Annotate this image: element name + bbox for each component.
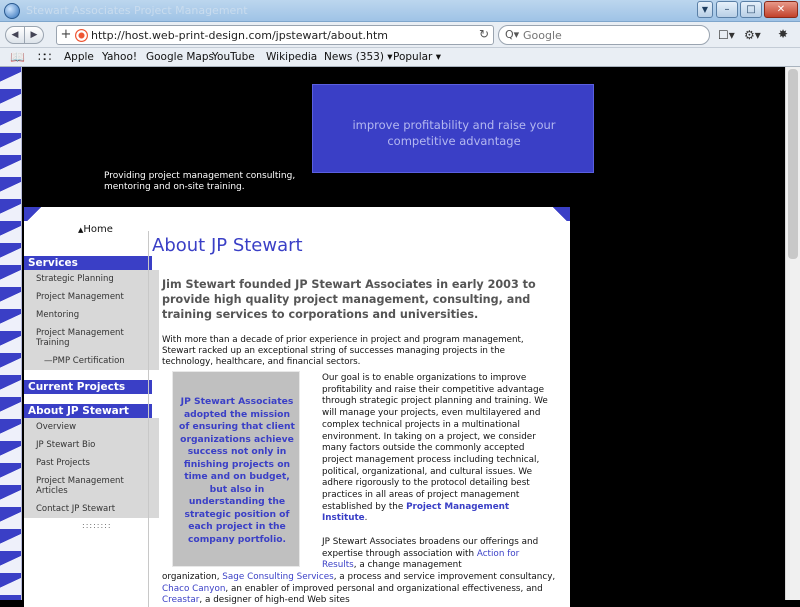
nav-project-management[interactable]: Project Management — [24, 288, 159, 308]
nav-mentoring[interactable]: Mentoring — [24, 306, 159, 326]
address-bar[interactable] — [56, 25, 494, 45]
nav-strategic-planning[interactable]: Strategic Planning — [24, 270, 159, 290]
scrollbar-thumb[interactable] — [788, 69, 798, 259]
forward-button[interactable]: ▶ — [24, 26, 44, 44]
bookmark-popular[interactable]: Popular ▾ — [393, 51, 441, 63]
add-bookmark-icon[interactable]: + — [60, 27, 72, 42]
top-sites-grid-icon[interactable]: ∷∷ — [38, 50, 50, 64]
nav-project-management-articles[interactable]: Project Management Articles — [24, 472, 159, 502]
page-title: About JP Stewart — [152, 235, 303, 256]
nav-jp-stewart-bio[interactable]: JP Stewart Bio — [24, 436, 159, 456]
maximize-button[interactable]: □ — [740, 1, 762, 18]
bookmark-apple[interactable]: Apple — [64, 51, 94, 63]
bookmark-news[interactable]: News (353) ▾ — [324, 51, 393, 63]
associations-paragraph — [322, 537, 556, 572]
home-label: Home — [83, 224, 113, 235]
associations-text-c: organization, — [162, 572, 220, 582]
associations-text-e: , an enabler of improved personal and organizational effectiveness, and — [225, 583, 543, 594]
creastar-link[interactable]: Creastar — [162, 595, 200, 606]
bookmarks-bar — [0, 48, 800, 67]
nav-project-management-training[interactable]: Project Management Training — [24, 324, 159, 354]
search-box[interactable] — [498, 25, 710, 45]
nav-contact[interactable]: Contact JP Stewart — [24, 500, 159, 520]
pmi-link[interactable]: Project Management Institute — [322, 501, 510, 524]
associations-text-b: , a change management — [353, 560, 462, 571]
experience-paragraph: With more than a decade of prior experience in project and program management, Stewart racked up an exceptional string of successes managing projects in the technology, healthcare, and financial sectors. — [162, 335, 524, 367]
corner-decoration — [24, 207, 44, 221]
vertical-scrollbar[interactable] — [785, 67, 800, 600]
action-for-results-link[interactable]: Action for Results — [322, 548, 520, 571]
about-heading[interactable]: About JP Stewart — [24, 404, 152, 418]
associations-text: JP Stewart Associates broadens our offerings and expertise through association with — [322, 537, 539, 559]
web-page — [0, 67, 785, 606]
associations-text-f: , a designer of high-end Web sites — [199, 595, 350, 606]
title-bar — [0, 0, 800, 22]
tagline-banner — [312, 84, 594, 173]
nav-overview[interactable]: Overview — [24, 418, 159, 438]
bookmark-youtube[interactable]: YouTube — [212, 51, 255, 63]
page-menu-icon[interactable]: ☐▾ — [718, 28, 735, 42]
back-button[interactable]: ◀ — [5, 26, 25, 44]
services-heading[interactable]: Services — [24, 256, 152, 270]
nav-pmp-certification[interactable]: —PMP Certification — [24, 352, 159, 372]
bookmarks-book-icon[interactable]: 📖 — [10, 50, 25, 64]
home-arrow-icon: ▲ — [78, 226, 84, 234]
window-title: Stewart Associates Project Management — [26, 4, 248, 17]
window-menu-button[interactable]: ▼ — [697, 1, 713, 18]
bookmark-yahoo[interactable]: Yahoo! — [102, 51, 138, 63]
reload-icon[interactable]: ↻ — [478, 27, 489, 41]
mission-quote-box — [172, 371, 300, 567]
goal-text: Our goal is to enable organizations to improve profitability and raise their competitive advantage through strategic project planning and training. We will manage your projects, even multilayered and complex technical projects in a multinational environment. In taking on a project, we consider many factors outside the commonly accepted project management process including technical, political, organizational, and cultural issues. We adhere rigorously to the protocol detailing best practices in all areas of project management established by the — [322, 373, 548, 512]
content-panel — [24, 207, 570, 607]
search-input[interactable] — [523, 28, 703, 42]
corner-decoration — [550, 207, 570, 221]
sage-consulting-link[interactable]: Sage Consulting Services — [222, 572, 334, 582]
gear-icon[interactable]: ⚙▾ — [744, 28, 761, 42]
site-favicon-icon — [75, 29, 88, 42]
chaco-canyon-link[interactable]: Chaco Canyon — [162, 583, 226, 594]
browser-logo-icon — [4, 3, 20, 19]
decorative-left-stripe — [0, 67, 22, 600]
navigation-toolbar — [0, 22, 800, 48]
mission-quote: JP Stewart Associates adopted the mission of ensuring that client organizations achieve success not only in finishing projects on time and on budget, but also in understanding the strategic position of each project in the company portfolio. — [179, 396, 295, 545]
bug-icon[interactable]: ✸ — [778, 27, 789, 41]
home-link[interactable] — [78, 224, 113, 235]
nav-past-projects[interactable]: Past Projects — [24, 454, 159, 474]
providing-text: Providing project management consulting, mentoring and on-site training. — [104, 171, 296, 192]
decorative-dots: :::::::: — [82, 521, 112, 530]
goal-paragraph — [322, 373, 556, 525]
tagline-text: improve profitability and raise your competitive advantage — [352, 118, 556, 148]
sidebar-divider — [148, 231, 149, 607]
associations-paragraph-cont — [162, 572, 558, 607]
bookmark-wikipedia[interactable]: Wikipedia — [266, 51, 318, 63]
bookmark-google-maps[interactable]: Google Maps — [146, 51, 214, 63]
goal-end: . — [364, 513, 368, 524]
search-icon[interactable]: Q▾ — [505, 28, 520, 41]
current-projects-heading[interactable]: Current Projects — [24, 380, 152, 394]
minimize-button[interactable]: – — [716, 1, 738, 18]
url-text[interactable]: http://host.web-print-design.com/jpstewart/about.htm — [91, 29, 389, 42]
lead-paragraph: Jim Stewart founded JP Stewart Associates in early 2003 to provide high quality project management, consulting, and training services to corporations and universities. — [162, 278, 536, 321]
associations-text-d: , a process and service improvement consultancy, — [333, 572, 556, 582]
close-button[interactable]: ✕ — [764, 1, 798, 18]
